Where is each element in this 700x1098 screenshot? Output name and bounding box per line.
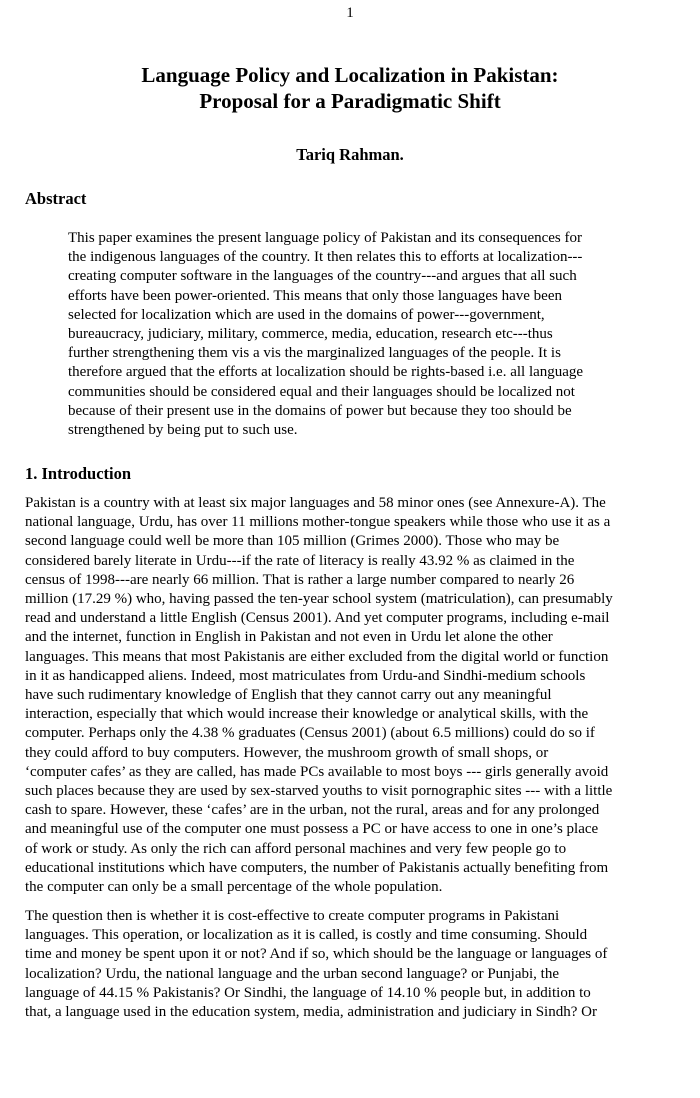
paragraph-line: localization? Urdu, the national language and the urban second language? or Punjabi, the — [25, 965, 559, 982]
paragraph-line: language of 44.15 % Pakistanis? Or Sindhi, the language of 14.10 % people but, in addition to — [25, 984, 591, 1001]
abstract-line: efforts have been power-oriented. This means that only those languages have been — [68, 287, 562, 304]
introduction-heading: 1. Introduction — [25, 464, 132, 483]
paragraph-line: census of 1998---are nearly 66 million. That is rather a large number compared to nearly 26 — [25, 571, 575, 588]
paragraph-line: interaction, especially that which would increase their knowledge or analytical skills, with the — [25, 706, 589, 723]
paper-title-line-2: Proposal for a Paradigmatic Shift — [199, 89, 501, 113]
abstract-heading: Abstract — [25, 189, 87, 208]
paragraph-line: in it as handicapped aliens. Indeed, most matriculates from Urdu-and Sindhi-medium schools — [25, 667, 586, 684]
paragraph-line: cash to spare. However, these ‘cafes’ are in the urban, not the rural, areas and for any prolonged — [25, 802, 600, 819]
paragraph-line: they could afford to buy computers. However, the mushroom growth of small shops, or — [25, 744, 549, 761]
paragraph-line: that, a language used in the education system, media, administration and judiciary in Sindh? Or — [25, 1004, 597, 1021]
abstract-line: This paper examines the present language policy of Pakistan and its consequences for — [68, 230, 583, 246]
abstract-line: bureaucracy, judiciary, military, commerce, media, education, research etc---thus — [68, 326, 553, 343]
abstract-line: communities should be considered equal and their languages should be localized not — [68, 383, 575, 400]
abstract-line: therefore argued that the efforts at localization should be rights-based i.e. all language — [68, 364, 584, 381]
abstract-body — [68, 229, 668, 440]
paragraph-line: considered barely literate in Urdu---if the rate of literacy is really 43.92 % as claimed in the — [25, 552, 575, 569]
paragraph-line: computer. Perhaps only the 4.38 % graduates (Census 2001) (about 6.5 millions) could do so if — [25, 725, 595, 742]
paragraph-line: national language, Urdu, has over 11 millions mother-tongue speakers while those who use it as a — [25, 514, 611, 531]
paragraph-line: languages. This means that most Pakistanis are either excluded from the digital world or function — [25, 648, 609, 665]
paragraph-line: ‘computer cafes’ as they are called, has made PCs available to most boys --- girls generally avoid — [25, 763, 609, 780]
paragraph-line: and meaningful use of the computer one must possess a PC or have access to one in one’s place — [25, 821, 599, 838]
introduction-paragraph-1 — [25, 494, 685, 897]
paragraph-line: read and understand a little English (Census 2001). And yet computer programs, including e-mail — [25, 610, 610, 627]
paragraph-line: million (17.29 %) who, having passed the ten-year school system (matriculation), can presumably — [25, 591, 613, 608]
paragraph-line: and the internet, function in English in Pakistan and not even in Urdu let alone the other — [25, 629, 553, 646]
paragraph-line: educational institutions which have computers, the number of Pakistanis actually benefiting from — [25, 859, 609, 876]
paper-title-line-1: Language Policy and Localization in Pakistan: — [141, 63, 559, 87]
paragraph-line: of work or study. As only the rich can afford personal machines and very few people go to — [25, 840, 567, 857]
paragraph-line: The question then is whether it is cost-effective to create computer programs in Pakistani — [25, 908, 560, 924]
abstract-line: selected for localization which are used in the domains of power---government, — [68, 306, 545, 323]
abstract-line: creating computer software in the languages of the country---and argues that all such — [68, 268, 577, 285]
abstract-line: the indigenous languages of the country. It then relates this to efforts at localization--- — [68, 249, 583, 266]
page-number: 1 — [346, 5, 354, 21]
paragraph-line: time and money be spent upon it or not? And if so, which should be the language or languages of — [25, 946, 608, 963]
paragraph-line: the computer can only be a small percentage of the whole population. — [25, 879, 443, 896]
paragraph-line: second language could well be more than 105 million (Grimes 2000). Those who may be — [25, 533, 560, 550]
introduction-paragraph-2 — [25, 907, 685, 1022]
paragraph-line: have such rudimentary knowledge of English that they cannot carry out any meaningful — [25, 687, 552, 704]
abstract-line: strengthened by being put to such use. — [68, 422, 298, 439]
abstract-line: because of their present use in the domains of power but because they too should be — [68, 402, 572, 419]
paragraph-line: languages. This operation, or localization as it is called, is costly and time consuming. Should — [25, 927, 588, 944]
author-name: Tariq Rahman. — [296, 145, 404, 164]
abstract-line: further strengthening them vis a vis the marginalized languages of the people. It is — [68, 345, 561, 362]
paragraph-line: Pakistan is a country with at least six major languages and 58 minor ones (see Annexure-A). The — [25, 495, 606, 511]
paper-title — [60, 62, 640, 114]
paragraph-line: such places because they are used by sex-starved youths to visit pornographic sites --- with a little — [25, 783, 613, 800]
